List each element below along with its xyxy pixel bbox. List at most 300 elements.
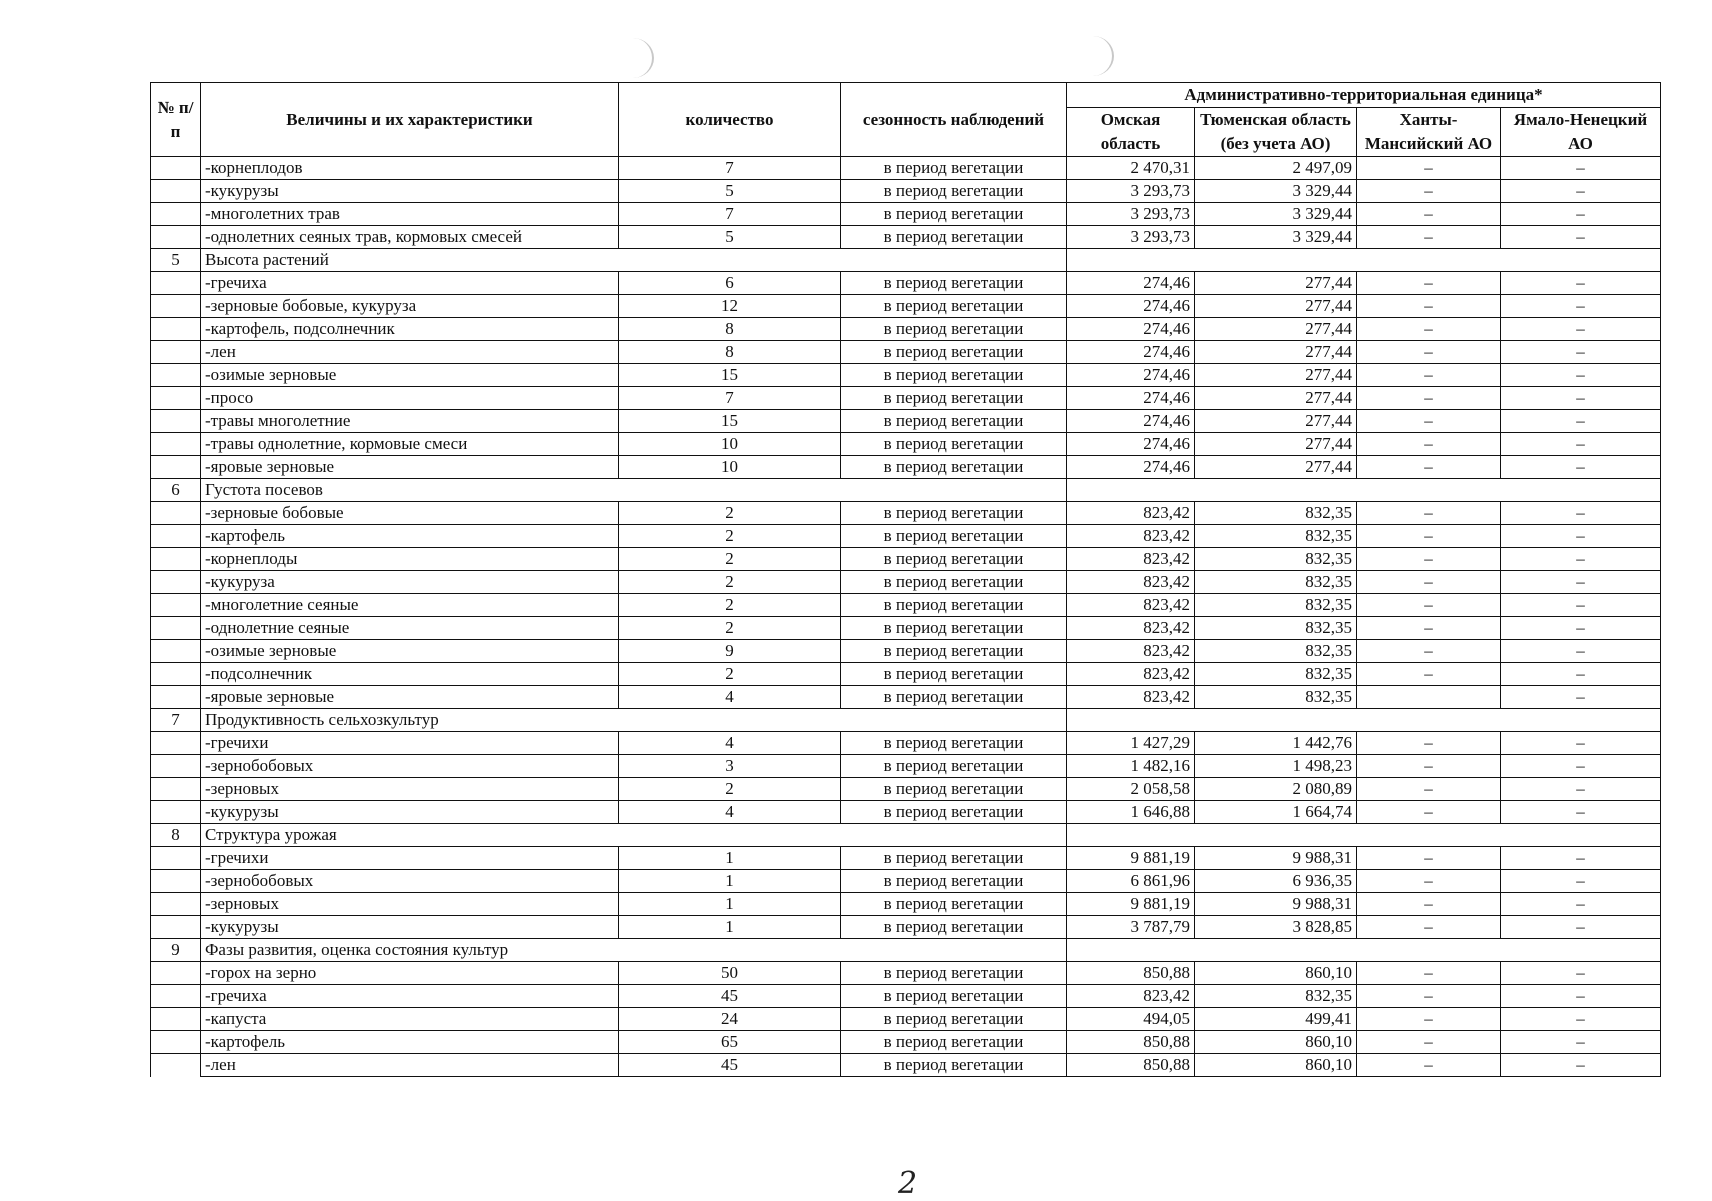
row-number: 9 [151,939,201,962]
value-tyumen: 860,10 [1195,962,1357,985]
item-seasonality: в период вегетации [841,1054,1067,1077]
row-number [151,180,201,203]
value-khmao: – [1357,893,1501,916]
value-omsk: 274,46 [1067,410,1195,433]
item-seasonality: в период вегетации [841,318,1067,341]
value-tyumen: 832,35 [1195,663,1357,686]
value-khmao: – [1357,157,1501,180]
value-khmao: – [1357,387,1501,410]
item-name: -корнеплодов [201,157,619,180]
value-yanao: – [1501,893,1661,916]
table-row [151,180,1661,203]
value-omsk: 274,46 [1067,295,1195,318]
item-seasonality: в период вегетации [841,295,1067,318]
value-yanao: – [1501,1008,1661,1031]
value-yanao: – [1501,272,1661,295]
row-number [151,502,201,525]
table-row [151,617,1661,640]
item-seasonality: в период вегетации [841,387,1067,410]
value-khmao: – [1357,433,1501,456]
row-number: 6 [151,479,201,502]
value-khmao: – [1357,962,1501,985]
item-name: -яровые зерновые [201,456,619,479]
value-tyumen: 277,44 [1195,364,1357,387]
value-omsk: 9 881,19 [1067,893,1195,916]
header-name: Величины и их характеристики [201,83,619,157]
row-number [151,755,201,778]
scan-artifact [612,38,654,78]
value-yanao: – [1501,387,1661,410]
value-omsk: 274,46 [1067,433,1195,456]
value-yanao: – [1501,456,1661,479]
value-tyumen: 499,41 [1195,1008,1357,1031]
group-title: Фазы развития, оценка состояния культур [201,939,1067,962]
value-omsk: 274,46 [1067,318,1195,341]
value-yanao: – [1501,640,1661,663]
value-yanao: – [1501,318,1661,341]
item-seasonality: в период вегетации [841,433,1067,456]
item-seasonality: в период вегетации [841,640,1067,663]
table-row [151,571,1661,594]
table-row [151,663,1661,686]
value-tyumen: 832,35 [1195,548,1357,571]
value-tyumen: 9 988,31 [1195,893,1357,916]
table-group-row [151,939,1661,962]
value-khmao: – [1357,663,1501,686]
item-name: -однолетних сеяных трав, кормовых смесей [201,226,619,249]
value-omsk: 1 427,29 [1067,732,1195,755]
row-number [151,893,201,916]
value-omsk: 274,46 [1067,387,1195,410]
item-name: -подсолнечник [201,663,619,686]
item-seasonality: в период вегетации [841,571,1067,594]
value-yanao: – [1501,686,1661,709]
value-omsk: 823,42 [1067,985,1195,1008]
row-number [151,341,201,364]
item-seasonality: в период вегетации [841,226,1067,249]
value-tyumen: 1 498,23 [1195,755,1357,778]
item-seasonality: в период вегетации [841,502,1067,525]
row-number [151,387,201,410]
header-qty: количество [619,83,841,157]
value-yanao: – [1501,364,1661,387]
row-number [151,525,201,548]
table-row [151,1031,1661,1054]
table-row [151,1008,1661,1031]
item-quantity: 8 [619,341,841,364]
value-khmao: – [1357,456,1501,479]
item-quantity: 1 [619,916,841,939]
item-name: -картофель, подсолнечник [201,318,619,341]
table-row [151,525,1661,548]
row-number [151,1054,201,1077]
row-number [151,318,201,341]
value-khmao: – [1357,732,1501,755]
item-seasonality: в период вегетации [841,870,1067,893]
table-row [151,410,1661,433]
item-quantity: 7 [619,387,841,410]
value-omsk: 823,42 [1067,525,1195,548]
item-quantity: 5 [619,180,841,203]
value-omsk: 2 470,31 [1067,157,1195,180]
item-seasonality: в период вегетации [841,686,1067,709]
table-row [151,778,1661,801]
value-omsk: 823,42 [1067,502,1195,525]
item-name: -зернобобовых [201,870,619,893]
item-seasonality: в период вегетации [841,364,1067,387]
item-name: -озимые зерновые [201,640,619,663]
value-tyumen: 832,35 [1195,571,1357,594]
table-row [151,870,1661,893]
item-name: -однолетние сеяные [201,617,619,640]
item-name: -травы многолетние [201,410,619,433]
row-number [151,226,201,249]
row-number [151,732,201,755]
item-name: -гречихи [201,847,619,870]
value-omsk: 3 293,73 [1067,226,1195,249]
value-omsk: 823,42 [1067,594,1195,617]
value-yanao: – [1501,663,1661,686]
value-omsk: 1 482,16 [1067,755,1195,778]
value-omsk: 823,42 [1067,686,1195,709]
row-number [151,962,201,985]
group-title: Высота растений [201,249,1067,272]
value-yanao: – [1501,847,1661,870]
row-number [151,157,201,180]
header-yanao: Ямало-Ненецкий АО [1501,108,1661,157]
table-row [151,502,1661,525]
table-row [151,847,1661,870]
value-khmao: – [1357,295,1501,318]
value-omsk: 274,46 [1067,341,1195,364]
item-seasonality: в период вегетации [841,732,1067,755]
item-seasonality: в период вегетации [841,410,1067,433]
item-name: -травы однолетние, кормовые смеси [201,433,619,456]
item-name: -горох на зерно [201,962,619,985]
value-khmao: – [1357,180,1501,203]
item-seasonality: в период вегетации [841,663,1067,686]
value-tyumen: 277,44 [1195,456,1357,479]
table-row [151,985,1661,1008]
value-omsk: 823,42 [1067,640,1195,663]
value-omsk: 6 861,96 [1067,870,1195,893]
header-khmao: Ханты-Мансийский АО [1357,108,1501,157]
value-yanao: – [1501,594,1661,617]
empty-cell [1067,824,1661,847]
empty-cell [1067,709,1661,732]
value-omsk: 274,46 [1067,456,1195,479]
value-yanao: – [1501,203,1661,226]
item-seasonality: в период вегетации [841,893,1067,916]
empty-cell [1067,479,1661,502]
value-tyumen: 277,44 [1195,272,1357,295]
value-tyumen: 2 497,09 [1195,157,1357,180]
table-row [151,755,1661,778]
value-tyumen: 832,35 [1195,525,1357,548]
item-quantity: 5 [619,226,841,249]
item-quantity: 3 [619,755,841,778]
value-khmao: – [1357,640,1501,663]
row-number [151,663,201,686]
value-omsk: 823,42 [1067,617,1195,640]
value-khmao [1357,686,1501,709]
value-khmao: – [1357,502,1501,525]
header-tyumen: Тюменская область (без учета АО) [1195,108,1357,157]
item-quantity: 12 [619,295,841,318]
item-quantity: 45 [619,985,841,1008]
item-quantity: 45 [619,1054,841,1077]
table-row [151,732,1661,755]
value-tyumen: 860,10 [1195,1054,1357,1077]
item-quantity: 9 [619,640,841,663]
value-khmao: – [1357,985,1501,1008]
value-yanao: – [1501,180,1661,203]
item-seasonality: в период вегетации [841,985,1067,1008]
item-name: -кукуруза [201,571,619,594]
value-tyumen: 9 988,31 [1195,847,1357,870]
value-tyumen: 3 329,44 [1195,180,1357,203]
row-number [151,594,201,617]
item-quantity: 7 [619,203,841,226]
item-quantity: 4 [619,801,841,824]
item-seasonality: в период вегетации [841,1031,1067,1054]
value-khmao: – [1357,755,1501,778]
value-tyumen: 832,35 [1195,985,1357,1008]
item-seasonality: в период вегетации [841,157,1067,180]
item-seasonality: в период вегетации [841,203,1067,226]
item-name: -кукурузы [201,916,619,939]
value-omsk: 274,46 [1067,364,1195,387]
item-quantity: 1 [619,893,841,916]
value-khmao: – [1357,226,1501,249]
empty-cell [1067,939,1661,962]
value-omsk: 823,42 [1067,548,1195,571]
item-name: -зерновых [201,893,619,916]
value-tyumen: 832,35 [1195,640,1357,663]
row-number [151,571,201,594]
row-number [151,364,201,387]
item-quantity: 2 [619,617,841,640]
value-khmao: – [1357,916,1501,939]
item-quantity: 10 [619,433,841,456]
table-row [151,226,1661,249]
scan-artifact [1072,36,1114,76]
item-name: -лен [201,1054,619,1077]
value-yanao: – [1501,157,1661,180]
value-khmao: – [1357,341,1501,364]
value-tyumen: 860,10 [1195,1031,1357,1054]
value-khmao: – [1357,870,1501,893]
group-title: Продуктивность сельхозкультур [201,709,1067,732]
table-row [151,456,1661,479]
table-row [151,433,1661,456]
value-khmao: – [1357,1031,1501,1054]
value-omsk: 494,05 [1067,1008,1195,1031]
item-seasonality: в период вегетации [841,778,1067,801]
item-quantity: 2 [619,663,841,686]
item-quantity: 2 [619,778,841,801]
value-tyumen: 832,35 [1195,617,1357,640]
item-quantity: 2 [619,502,841,525]
item-name: -многолетних трав [201,203,619,226]
row-number [151,870,201,893]
value-khmao: – [1357,778,1501,801]
item-quantity: 6 [619,272,841,295]
value-omsk: 2 058,58 [1067,778,1195,801]
table-row [151,640,1661,663]
value-khmao: – [1357,548,1501,571]
item-quantity: 2 [619,548,841,571]
row-number [151,985,201,1008]
value-khmao: – [1357,364,1501,387]
item-quantity: 2 [619,594,841,617]
row-number [151,203,201,226]
value-tyumen: 3 329,44 [1195,203,1357,226]
row-number [151,456,201,479]
item-quantity: 24 [619,1008,841,1031]
value-omsk: 9 881,19 [1067,847,1195,870]
value-yanao: – [1501,548,1661,571]
value-tyumen: 1 664,74 [1195,801,1357,824]
value-tyumen: 1 442,76 [1195,732,1357,755]
table-row [151,341,1661,364]
row-number [151,847,201,870]
table-row [151,157,1661,180]
value-omsk: 823,42 [1067,663,1195,686]
item-seasonality: в период вегетации [841,341,1067,364]
item-seasonality: в период вегетации [841,617,1067,640]
value-yanao: – [1501,962,1661,985]
header-season: сезонность наблюдений [841,83,1067,157]
value-tyumen: 832,35 [1195,594,1357,617]
table-row [151,1054,1661,1077]
value-tyumen: 277,44 [1195,341,1357,364]
header-num: № п/п [151,83,201,157]
item-seasonality: в период вегетации [841,1008,1067,1031]
value-tyumen: 832,35 [1195,686,1357,709]
page-number: 2 [898,1166,918,1201]
row-number [151,916,201,939]
table-row [151,686,1661,709]
data-table [150,82,1661,1077]
item-quantity: 15 [619,410,841,433]
value-tyumen: 277,44 [1195,410,1357,433]
table-group-row [151,249,1661,272]
item-name: -многолетние сеяные [201,594,619,617]
item-quantity: 4 [619,732,841,755]
row-number [151,433,201,456]
item-quantity: 65 [619,1031,841,1054]
table-row [151,295,1661,318]
value-yanao: – [1501,1031,1661,1054]
row-number [151,1008,201,1031]
table-row [151,801,1661,824]
item-seasonality: в период вегетации [841,847,1067,870]
item-name: -гречихи [201,732,619,755]
value-tyumen: 277,44 [1195,387,1357,410]
row-number [151,1031,201,1054]
item-quantity: 4 [619,686,841,709]
row-number [151,778,201,801]
empty-cell [1067,249,1661,272]
item-seasonality: в период вегетации [841,548,1067,571]
value-tyumen: 277,44 [1195,433,1357,456]
item-name: -зерновые бобовые [201,502,619,525]
item-quantity: 50 [619,962,841,985]
item-quantity: 8 [619,318,841,341]
table-group-row [151,479,1661,502]
value-omsk: 274,46 [1067,272,1195,295]
value-yanao: – [1501,778,1661,801]
item-seasonality: в период вегетации [841,594,1067,617]
item-seasonality: в период вегетации [841,755,1067,778]
item-name: -капуста [201,1008,619,1031]
table-row [151,318,1661,341]
table-row [151,962,1661,985]
value-tyumen: 6 936,35 [1195,870,1357,893]
value-khmao: – [1357,410,1501,433]
item-name: -кукурузы [201,801,619,824]
item-name: -гречиха [201,985,619,1008]
row-number [151,272,201,295]
row-number [151,617,201,640]
value-omsk: 850,88 [1067,1054,1195,1077]
item-seasonality: в период вегетации [841,456,1067,479]
value-khmao: – [1357,801,1501,824]
value-yanao: – [1501,226,1661,249]
table-row [151,548,1661,571]
value-yanao: – [1501,617,1661,640]
item-name: -картофель [201,525,619,548]
item-quantity: 2 [619,571,841,594]
value-yanao: – [1501,410,1661,433]
value-yanao: – [1501,870,1661,893]
value-khmao: – [1357,1054,1501,1077]
table-row [151,272,1661,295]
value-yanao: – [1501,801,1661,824]
row-number [151,801,201,824]
value-tyumen: 2 080,89 [1195,778,1357,801]
value-yanao: – [1501,755,1661,778]
table-row [151,203,1661,226]
item-seasonality: в период вегетации [841,916,1067,939]
value-omsk: 3 787,79 [1067,916,1195,939]
value-yanao: – [1501,525,1661,548]
item-name: -озимые зерновые [201,364,619,387]
header-admin-unit: Административно-территориальная единица* [1067,83,1661,108]
value-khmao: – [1357,617,1501,640]
value-tyumen: 832,35 [1195,502,1357,525]
item-name: -корнеплоды [201,548,619,571]
value-khmao: – [1357,594,1501,617]
item-name: -гречиха [201,272,619,295]
item-quantity: 7 [619,157,841,180]
row-number [151,295,201,318]
table-row [151,387,1661,410]
value-yanao: – [1501,295,1661,318]
header-omsk: Омская область [1067,108,1195,157]
value-omsk: 3 293,73 [1067,203,1195,226]
row-number [151,686,201,709]
value-tyumen: 277,44 [1195,318,1357,341]
item-seasonality: в период вегетации [841,801,1067,824]
table-row [151,893,1661,916]
value-omsk: 850,88 [1067,1031,1195,1054]
value-khmao: – [1357,272,1501,295]
table-group-row [151,709,1661,732]
value-yanao: – [1501,341,1661,364]
item-name: -просо [201,387,619,410]
